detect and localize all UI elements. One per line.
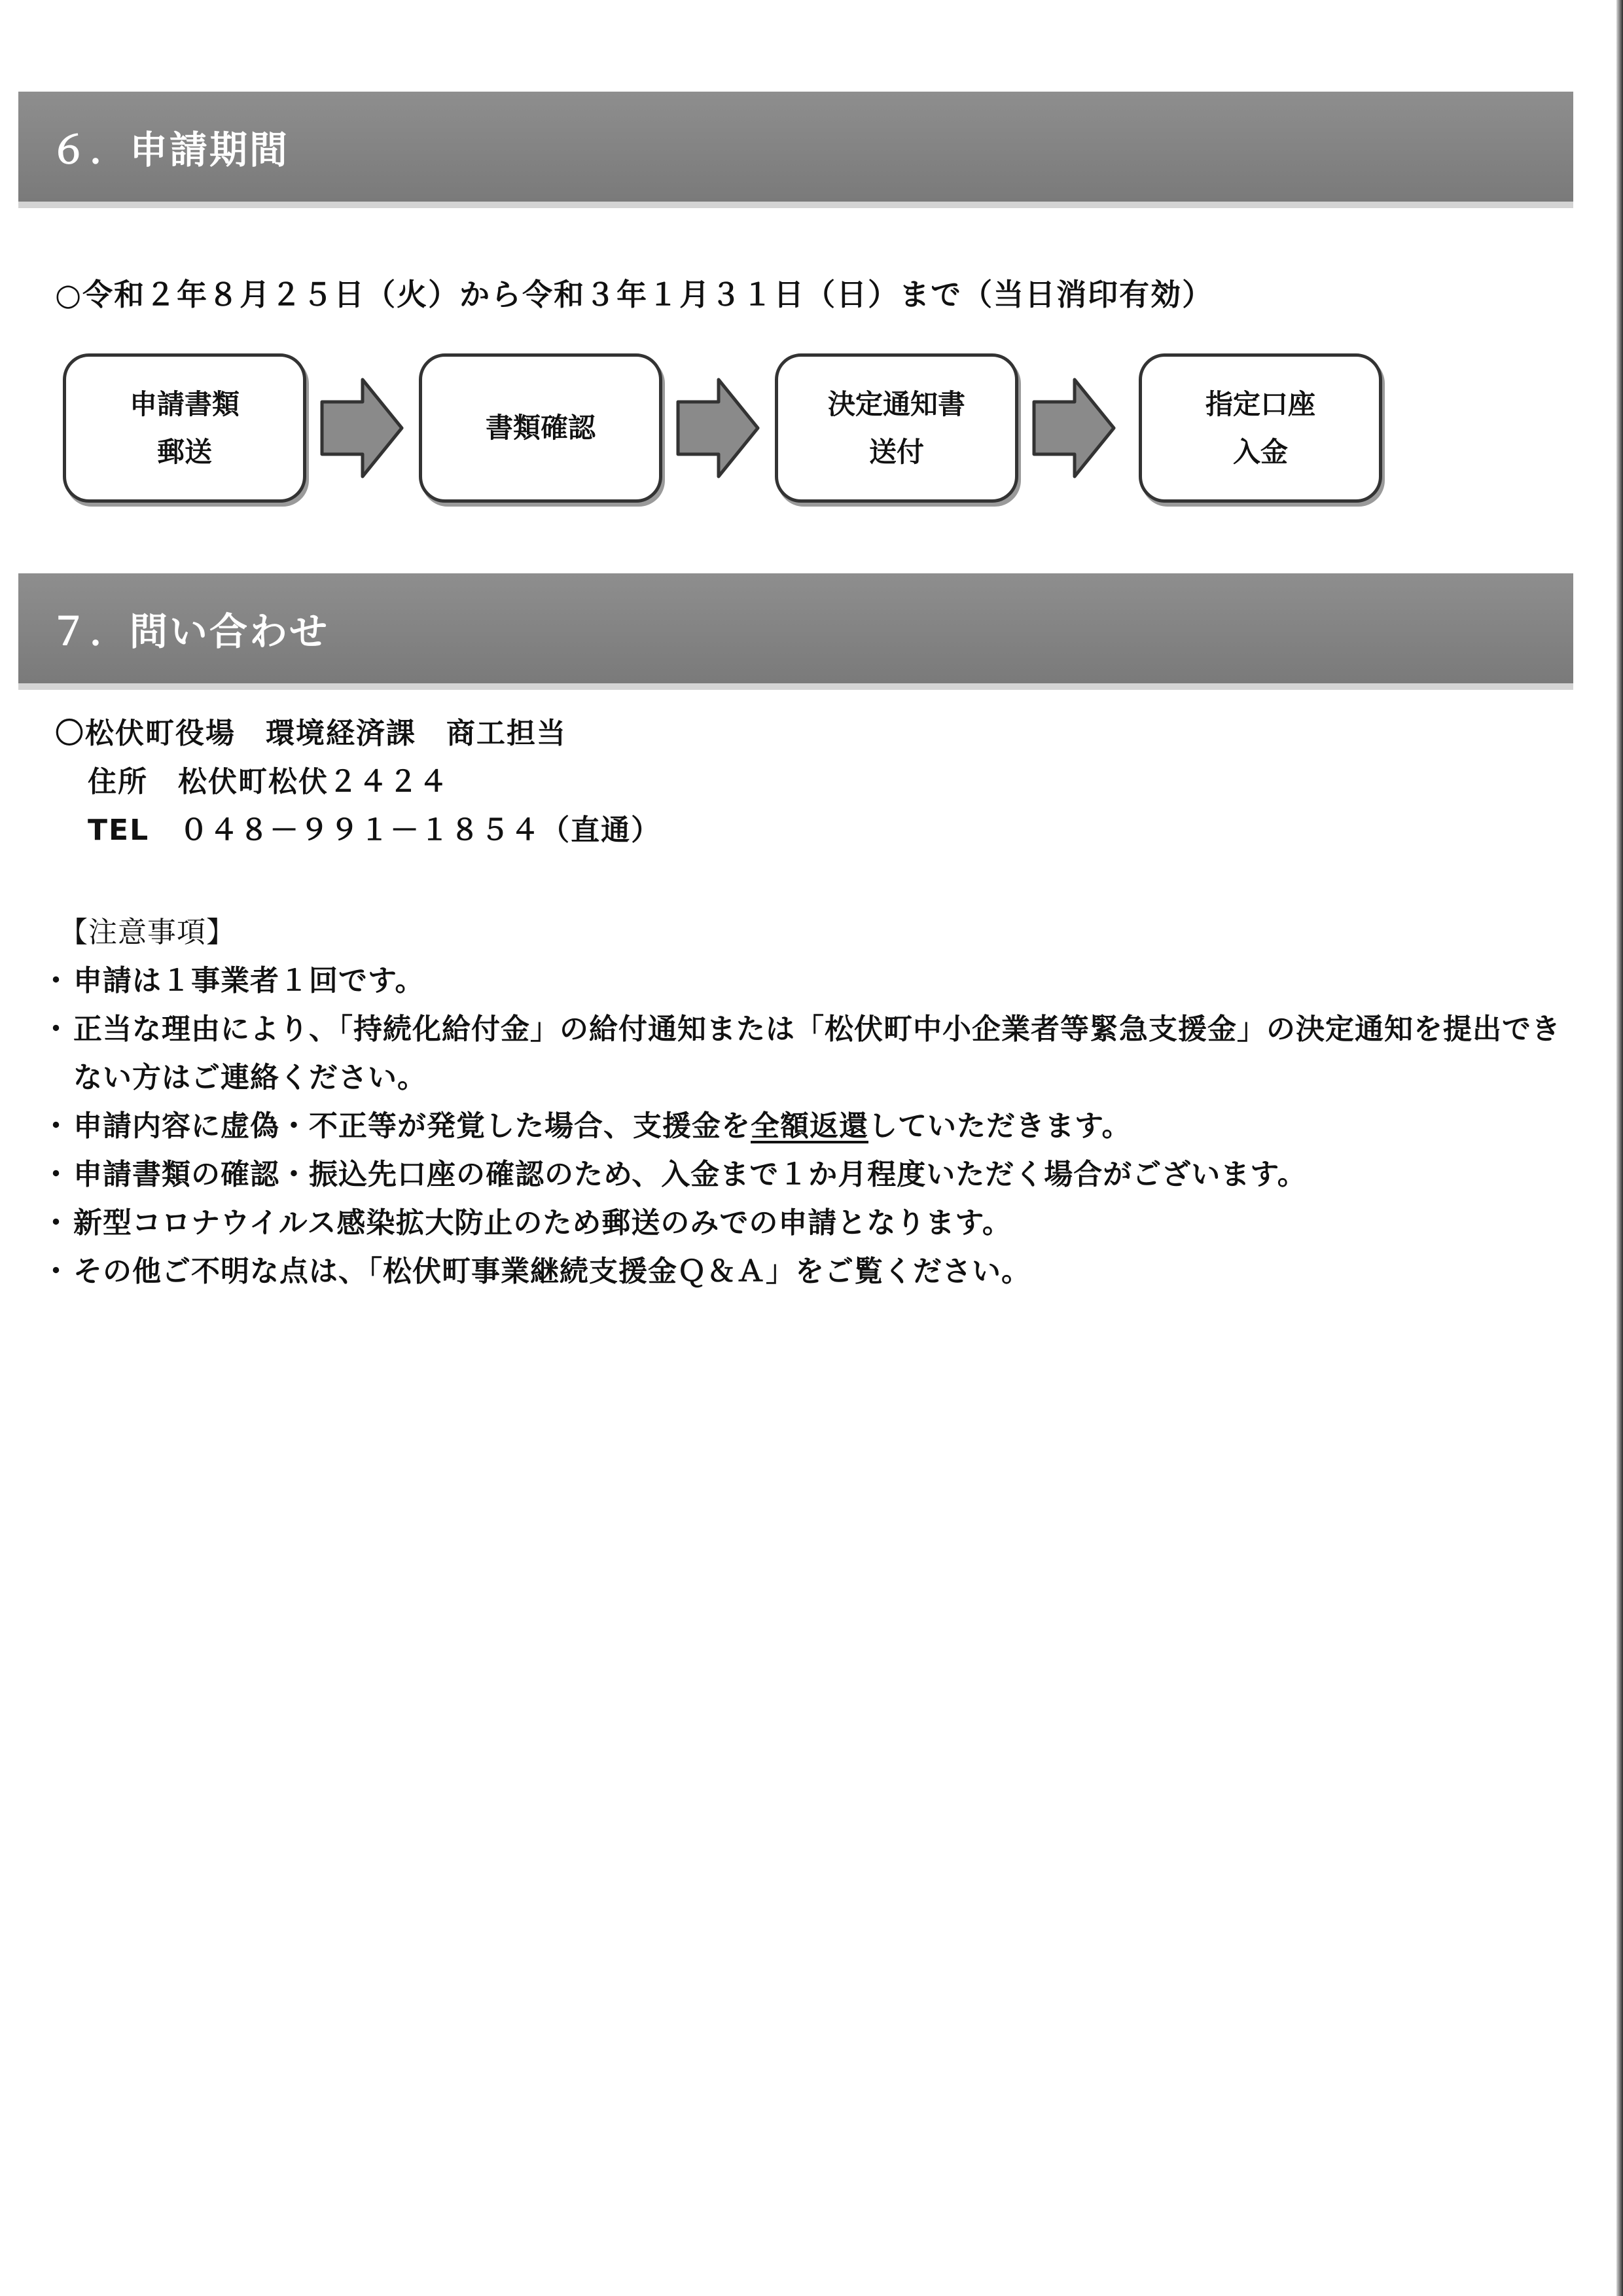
page-edge <box>1616 0 1623 2296</box>
flow-step-label: 申請書類 <box>129 387 240 420</box>
flow-step-decision-notice <box>775 353 1018 503</box>
flow-step-label: 郵送 <box>156 436 212 468</box>
section-7-header <box>18 573 1573 683</box>
list-item <box>39 1102 1584 1151</box>
note-text: 新型コロナウイルス感染拡大防止のため郵送のみでの申請となります。 <box>73 1206 1012 1240</box>
arrow-right-icon <box>675 376 760 480</box>
contact-office: 〇松伏町役場 環境経済課 商工担当 <box>55 717 567 750</box>
flow-step-label: 指定口座 <box>1205 387 1315 420</box>
notes-section <box>39 908 1584 1296</box>
list-item <box>39 1247 1584 1296</box>
list-item <box>39 957 1584 1005</box>
note-text: していただきます。 <box>868 1109 1132 1143</box>
flow-step-label: 送付 <box>868 436 924 468</box>
section-6-header <box>18 92 1573 202</box>
bullet: ・ <box>41 1255 71 1288</box>
notes-list <box>39 957 1584 1296</box>
section-7-title: ７．問い合わせ <box>50 609 330 654</box>
note-text: その他ご不明な点は、「松伏町事業継続支援金Ｑ＆Ａ」をご覧ください。 <box>73 1255 1031 1288</box>
contact-address: 住所 松伏町松伏２４２４ <box>88 765 449 798</box>
flow-step-deposit <box>1139 353 1382 503</box>
contact-info <box>55 709 661 855</box>
list-item <box>39 1151 1584 1199</box>
note-text: 申請内容に虚偽・不正等が発覚した場合、支援金を <box>73 1109 751 1143</box>
flow-step-label: 入金 <box>1232 436 1288 468</box>
bullet: ・ <box>41 964 71 997</box>
section-6-title: ６．申請期間 <box>50 128 290 172</box>
note-text: 正当な理由により、「持続化給付金」の給付通知または「松伏町中小企業者等緊急支援金」の決定通知を提出できない方はご連絡ください。 <box>73 1013 1561 1094</box>
process-flow <box>63 353 1398 511</box>
bullet: ・ <box>41 1206 71 1240</box>
bullet: ・ <box>41 1109 71 1143</box>
list-item <box>39 1005 1584 1102</box>
flow-step-label: 書類確認 <box>485 412 596 444</box>
arrow-right-icon <box>319 376 404 480</box>
note-text: 申請書類の確認・振込先口座の確認のため、入金まで１か月程度いただく場合がございます。 <box>73 1158 1307 1191</box>
flow-step-label: 決定通知書 <box>827 387 965 420</box>
arrow-right-icon <box>1031 376 1116 480</box>
notes-title: 【注意事項】 <box>59 916 236 949</box>
bullet: ・ <box>41 1013 71 1046</box>
application-period: ○令和２年８月２５日（火）から令和３年１月３１日（日）まで（当日消印有効） <box>55 277 1214 312</box>
flow-step-document-check <box>419 353 662 503</box>
flow-step-mail-documents <box>63 353 306 503</box>
note-text: 申請は１事業者１回です。 <box>73 964 425 997</box>
bullet: ・ <box>41 1158 71 1191</box>
note-emphasis: 全額返還 <box>751 1109 868 1143</box>
contact-tel: TEL ０４８－９９１－１８５４（直通） <box>88 814 662 847</box>
list-item <box>39 1199 1584 1247</box>
